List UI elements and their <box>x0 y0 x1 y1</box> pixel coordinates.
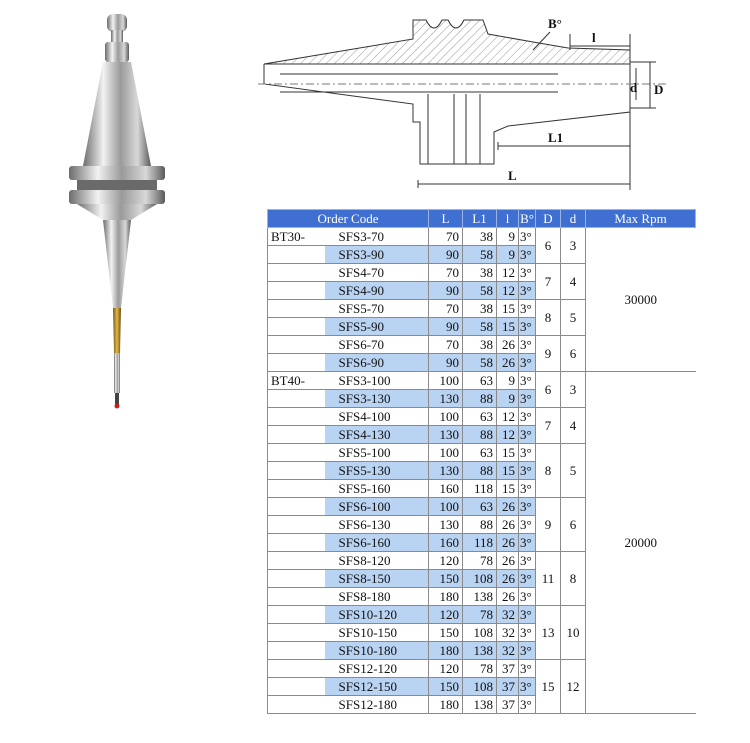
length-L1: 118 <box>463 534 497 552</box>
diameter-D: 9 <box>536 336 561 372</box>
length-l: 12 <box>497 264 519 282</box>
length-L1: 88 <box>463 426 497 444</box>
table-row <box>268 372 696 390</box>
series-prefix <box>268 642 325 660</box>
length-L1: 38 <box>463 336 497 354</box>
length-L: 150 <box>429 624 463 642</box>
order-code: SFS5-160 <box>325 480 429 498</box>
series-prefix <box>268 390 325 408</box>
length-L1: 138 <box>463 642 497 660</box>
length-L: 120 <box>429 606 463 624</box>
length-L1: 78 <box>463 606 497 624</box>
angle-B: 3° <box>519 282 536 300</box>
length-l: 26 <box>497 570 519 588</box>
length-L1: 63 <box>463 408 497 426</box>
series-prefix <box>268 516 325 534</box>
length-l: 15 <box>497 444 519 462</box>
order-code: SFS5-100 <box>325 444 429 462</box>
length-l: 12 <box>497 426 519 444</box>
length-L1: 118 <box>463 480 497 498</box>
length-l: 12 <box>497 408 519 426</box>
series-prefix <box>268 660 325 678</box>
series-prefix <box>268 606 325 624</box>
length-L1: 58 <box>463 318 497 336</box>
order-code: SFS5-70 <box>325 300 429 318</box>
order-code: SFS12-120 <box>325 660 429 678</box>
length-L1: 88 <box>463 390 497 408</box>
series-prefix <box>268 264 325 282</box>
series-prefix: BT40- <box>268 372 325 390</box>
series-prefix <box>268 552 325 570</box>
length-L: 150 <box>429 678 463 696</box>
length-L1: 38 <box>463 300 497 318</box>
gauge-length-label: L1 <box>548 130 564 145</box>
length-l: 37 <box>497 696 519 714</box>
length-l: 15 <box>497 300 519 318</box>
length-L1: 78 <box>463 660 497 678</box>
length-L: 150 <box>429 570 463 588</box>
order-code: SFS8-150 <box>325 570 429 588</box>
length-L: 90 <box>429 246 463 264</box>
tool-holder-photo <box>55 8 195 418</box>
series-prefix <box>268 318 325 336</box>
diameter-d: 6 <box>561 498 586 552</box>
length-L: 120 <box>429 660 463 678</box>
diameter-D: 15 <box>536 660 561 714</box>
series-prefix <box>268 408 325 426</box>
length-L: 100 <box>429 498 463 516</box>
series-prefix <box>268 300 325 318</box>
diameter-d: 10 <box>561 606 586 660</box>
order-code: SFS4-70 <box>325 264 429 282</box>
length-L: 100 <box>429 372 463 390</box>
length-l: 26 <box>497 552 519 570</box>
length-l: 15 <box>497 480 519 498</box>
length-L: 100 <box>429 408 463 426</box>
max-rpm: 20000 <box>586 372 696 714</box>
length-L1: 58 <box>463 246 497 264</box>
length-L1: 58 <box>463 354 497 372</box>
length-l: 26 <box>497 498 519 516</box>
order-code: SFS3-130 <box>325 390 429 408</box>
diameter-d: 4 <box>561 408 586 444</box>
diameter-d: 8 <box>561 552 586 606</box>
angle-B: 3° <box>519 642 536 660</box>
angle-B: 3° <box>519 498 536 516</box>
length-L1: 58 <box>463 282 497 300</box>
diameter-d: 3 <box>561 228 586 264</box>
angle-B: 3° <box>519 228 536 246</box>
angle-B: 3° <box>519 606 536 624</box>
header-D: D <box>536 210 561 228</box>
length-L1: 88 <box>463 462 497 480</box>
series-prefix <box>268 588 325 606</box>
series-prefix <box>268 246 325 264</box>
length-L: 90 <box>429 354 463 372</box>
header-d: d <box>561 210 586 228</box>
header-order-code: Order Code <box>268 210 429 228</box>
diameter-d: 6 <box>561 336 586 372</box>
angle-B: 3° <box>519 336 536 354</box>
length-L: 90 <box>429 282 463 300</box>
length-l: 37 <box>497 660 519 678</box>
diameter-D: 11 <box>536 552 561 606</box>
order-code: SFS3-70 <box>325 228 429 246</box>
angle-B: 3° <box>519 408 536 426</box>
length-l: 12 <box>497 282 519 300</box>
header-angle: B° <box>520 210 534 226</box>
length-L: 160 <box>429 534 463 552</box>
length-l: 9 <box>497 390 519 408</box>
angle-B: 3° <box>519 426 536 444</box>
outer-diameter-label: D <box>654 82 664 97</box>
angle-B: 3° <box>519 552 536 570</box>
series-prefix <box>268 354 325 372</box>
angle-B: 3° <box>519 354 536 372</box>
header-max-rpm: Max Rpm <box>586 210 696 228</box>
spec-table-body <box>268 228 696 714</box>
angle-B: 3° <box>519 390 536 408</box>
angle-B: 3° <box>519 534 536 552</box>
diameter-D: 6 <box>536 372 561 408</box>
angle-B: 3° <box>519 372 536 390</box>
diameter-D: 6 <box>536 228 561 264</box>
length-L: 90 <box>429 318 463 336</box>
series-prefix: BT30- <box>268 228 325 246</box>
order-code: SFS12-180 <box>325 696 429 714</box>
length-l: 26 <box>497 516 519 534</box>
length-l: 9 <box>497 246 519 264</box>
order-code: SFS3-90 <box>325 246 429 264</box>
order-code: SFS10-120 <box>325 606 429 624</box>
length-L1: 63 <box>463 498 497 516</box>
angle-B: 3° <box>519 462 536 480</box>
series-prefix <box>268 462 325 480</box>
length-L: 130 <box>429 390 463 408</box>
order-code: SFS10-150 <box>325 624 429 642</box>
max-rpm: 30000 <box>586 228 696 372</box>
length-l: 32 <box>497 606 519 624</box>
length-L: 70 <box>429 300 463 318</box>
table-row <box>268 228 696 246</box>
order-code: SFS4-100 <box>325 408 429 426</box>
length-L: 180 <box>429 642 463 660</box>
diameter-D: 7 <box>536 264 561 300</box>
series-prefix <box>268 336 325 354</box>
length-L1: 38 <box>463 228 497 246</box>
length-l: 15 <box>497 462 519 480</box>
length-L1: 138 <box>463 696 497 714</box>
angle-B: 3° <box>519 588 536 606</box>
length-l: 26 <box>497 534 519 552</box>
length-l: 26 <box>497 354 519 372</box>
order-code: SFS6-160 <box>325 534 429 552</box>
angle-B: 3° <box>519 660 536 678</box>
length-L: 130 <box>429 462 463 480</box>
header-l: l <box>497 210 519 228</box>
series-prefix <box>268 426 325 444</box>
order-code: SFS10-180 <box>325 642 429 660</box>
series-prefix <box>268 444 325 462</box>
diameter-D: 13 <box>536 606 561 660</box>
length-L1: 88 <box>463 516 497 534</box>
length-L: 120 <box>429 552 463 570</box>
length-L1: 138 <box>463 588 497 606</box>
order-code: SFS5-90 <box>325 318 429 336</box>
angle-B: 3° <box>519 246 536 264</box>
order-code: SFS3-100 <box>325 372 429 390</box>
order-code: SFS8-120 <box>325 552 429 570</box>
spec-table <box>267 209 696 714</box>
angle-B: 3° <box>519 300 536 318</box>
order-code: SFS6-100 <box>325 498 429 516</box>
length-L1: 108 <box>463 678 497 696</box>
series-prefix <box>268 570 325 588</box>
flute-length-label: l <box>592 30 596 45</box>
series-prefix <box>268 282 325 300</box>
series-prefix <box>268 534 325 552</box>
length-L: 130 <box>429 426 463 444</box>
diameter-D: 8 <box>536 444 561 498</box>
series-prefix <box>268 624 325 642</box>
order-code: SFS8-180 <box>325 588 429 606</box>
inner-diameter-label: d <box>630 80 638 95</box>
length-L: 100 <box>429 444 463 462</box>
length-l: 32 <box>497 642 519 660</box>
angle-B: 3° <box>519 444 536 462</box>
length-L: 180 <box>429 588 463 606</box>
order-code: SFS4-130 <box>325 426 429 444</box>
length-L: 130 <box>429 516 463 534</box>
order-code: SFS12-150 <box>325 678 429 696</box>
angle-B: 3° <box>519 318 536 336</box>
diameter-D: 7 <box>536 408 561 444</box>
length-L1: 63 <box>463 444 497 462</box>
order-code: SFS4-90 <box>325 282 429 300</box>
angle-B: 3° <box>519 480 536 498</box>
series-prefix <box>268 696 325 714</box>
length-l: 15 <box>497 318 519 336</box>
overall-length-label: L <box>508 168 517 183</box>
diameter-d: 5 <box>561 444 586 498</box>
length-l: 32 <box>497 624 519 642</box>
length-L1: 38 <box>463 264 497 282</box>
diameter-D: 9 <box>536 498 561 552</box>
length-L1: 63 <box>463 372 497 390</box>
table-header-row <box>268 210 696 228</box>
length-L: 70 <box>429 264 463 282</box>
length-L: 70 <box>429 228 463 246</box>
diameter-d: 5 <box>561 300 586 336</box>
series-prefix <box>268 678 325 696</box>
angle-B: 3° <box>519 624 536 642</box>
length-L: 70 <box>429 336 463 354</box>
length-L1: 78 <box>463 552 497 570</box>
length-L1: 108 <box>463 570 497 588</box>
header-L1: L1 <box>463 210 497 228</box>
header-L: L <box>429 210 463 228</box>
technical-drawing <box>258 4 670 194</box>
length-L: 180 <box>429 696 463 714</box>
angle-B: 3° <box>519 570 536 588</box>
length-l: 26 <box>497 336 519 354</box>
length-l: 9 <box>497 372 519 390</box>
diameter-d: 4 <box>561 264 586 300</box>
angle-B: 3° <box>519 264 536 282</box>
angle-B: 3° <box>519 678 536 696</box>
order-code: SFS5-130 <box>325 462 429 480</box>
order-code: SFS6-70 <box>325 336 429 354</box>
length-l: 9 <box>497 228 519 246</box>
length-L1: 108 <box>463 624 497 642</box>
angle-B: 3° <box>519 516 536 534</box>
order-code: SFS6-130 <box>325 516 429 534</box>
angle-label: B° <box>548 16 562 31</box>
order-code: SFS6-90 <box>325 354 429 372</box>
length-L: 160 <box>429 480 463 498</box>
diameter-d: 12 <box>561 660 586 714</box>
length-l: 26 <box>497 588 519 606</box>
length-l: 37 <box>497 678 519 696</box>
diameter-D: 8 <box>536 300 561 336</box>
series-prefix <box>268 498 325 516</box>
series-prefix <box>268 480 325 498</box>
angle-B: 3° <box>519 696 536 714</box>
diameter-d: 3 <box>561 372 586 408</box>
